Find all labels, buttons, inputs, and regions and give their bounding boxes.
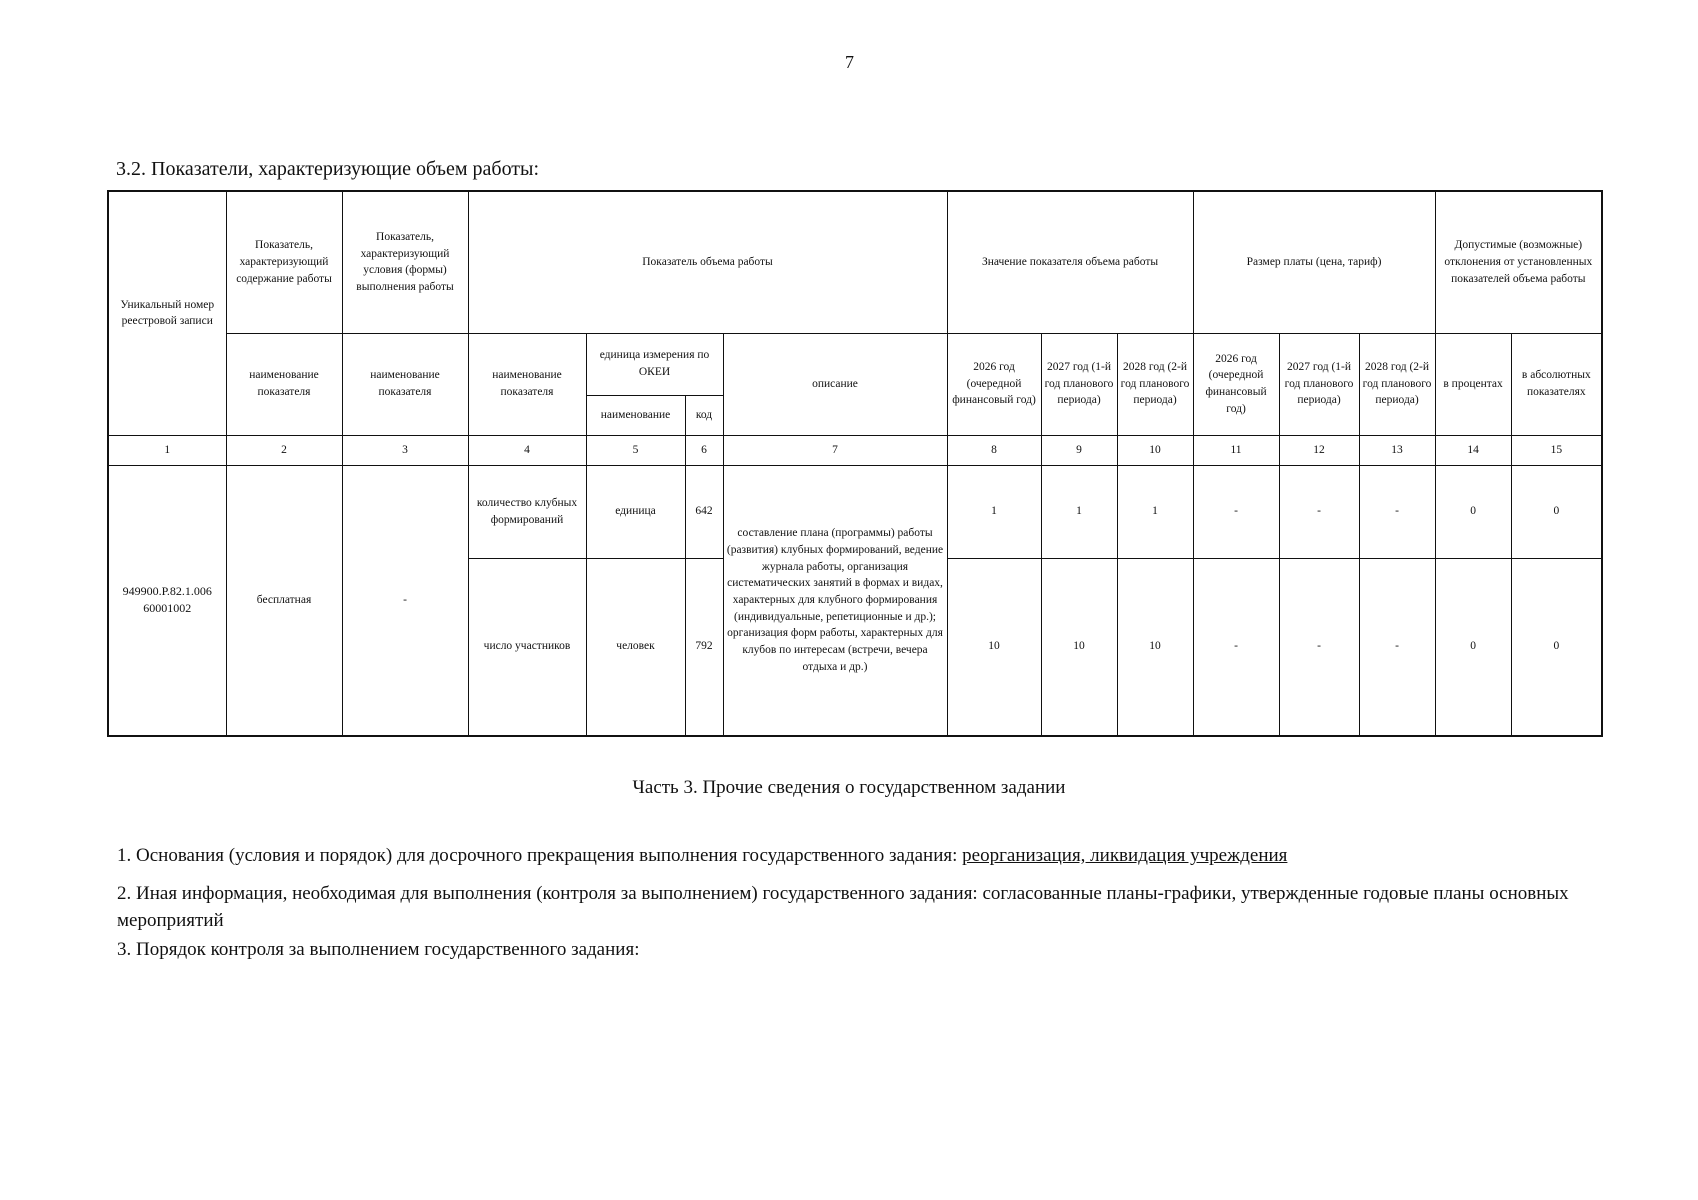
unit-code: 792	[685, 558, 723, 736]
header-year-2028: 2028 год (2-й год планового периода)	[1117, 333, 1193, 435]
payment-2028: -	[1359, 558, 1435, 736]
column-number: 4	[468, 435, 586, 465]
value-2026: 10	[947, 558, 1041, 736]
condition-value: -	[342, 465, 468, 736]
column-number: 11	[1193, 435, 1279, 465]
header-deviations: Допустимые (возможные) отклонения от установленных показателей объема работы	[1435, 191, 1602, 333]
column-number: 7	[723, 435, 947, 465]
column-number: 2	[226, 435, 342, 465]
unit-code: 642	[685, 465, 723, 558]
column-number: 1	[108, 435, 226, 465]
header-content-name: наименование показателя	[226, 333, 342, 435]
column-number: 12	[1279, 435, 1359, 465]
indicator-name: число участников	[468, 558, 586, 736]
payment-2028: -	[1359, 465, 1435, 558]
header-unique-number: Уникальный номер реестровой записи	[108, 191, 226, 435]
payment-2027: -	[1279, 558, 1359, 736]
work-volume-table	[107, 190, 1603, 737]
item-other-information: 2. Иная информация, необходимая для выполнения (контроля за выполнением) государственного задания: согласованные планы-графики, утвержденные годовые планы основных мероприятий	[117, 883, 1569, 931]
value-2026: 1	[947, 465, 1041, 558]
header-pay-2026: 2026 год (очередной финансовый год)	[1193, 333, 1279, 435]
header-volume-name: наименование показателя	[468, 333, 586, 435]
value-2027: 1	[1041, 465, 1117, 558]
column-number: 10	[1117, 435, 1193, 465]
payment-2027: -	[1279, 465, 1359, 558]
header-okei-unit: единица измерения по ОКЕИ	[586, 333, 723, 395]
deviation-absolute: 0	[1511, 558, 1602, 736]
payment-2026: -	[1193, 465, 1279, 558]
value-2027: 10	[1041, 558, 1117, 736]
section-title: 3.2. Показатели, характеризующие объем работы:	[116, 158, 540, 180]
header-absolute: в абсолютных показателях	[1511, 333, 1602, 435]
value-2028: 1	[1117, 465, 1193, 558]
header-condition-indicator: Показатель, характеризующий условия (формы) выполнения работы	[342, 191, 468, 333]
registry-number: 949900.Р.82.1.006 60001002	[108, 465, 226, 736]
work-description: составление плана (программы) работы (развития) клубных формирований, ведение журнала работы, организация систематических занятий в формах и видах, характерных для клубного формирования (индивидуальные, репетиционные и др.); организация форм работы, характерных для клубов по интересам (встречи, вечера отдыха и др.)	[723, 465, 947, 736]
header-year-2027: 2027 год (1-й год планового периода)	[1041, 333, 1117, 435]
header-description: описание	[723, 333, 947, 435]
header-pay-2028: 2028 год (2-й год планового периода)	[1359, 333, 1435, 435]
deviation-absolute: 0	[1511, 465, 1602, 558]
part-title: Часть 3. Прочие сведения о государственном задании	[632, 777, 1066, 798]
column-number: 15	[1511, 435, 1602, 465]
header-okei-code: код	[685, 395, 723, 435]
indicator-name: количество клубных формирований	[468, 465, 586, 558]
column-number: 3	[342, 435, 468, 465]
content-value: бесплатная	[226, 465, 342, 736]
column-number: 8	[947, 435, 1041, 465]
item-control-procedure: 3. Порядок контроля за выполнением государственного задания:	[117, 939, 640, 960]
unit-name: человек	[586, 558, 685, 736]
header-content-indicator: Показатель, характеризующий содержание работы	[226, 191, 342, 333]
header-year-2026: 2026 год (очередной финансовый год)	[947, 333, 1041, 435]
column-number: 6	[685, 435, 723, 465]
payment-2026: -	[1193, 558, 1279, 736]
column-number: 5	[586, 435, 685, 465]
item-early-termination-text: 1. Основания (условия и порядок) для досрочного прекращения выполнения государственного задания:	[117, 845, 963, 866]
value-2028: 10	[1117, 558, 1193, 736]
item-early-termination-value: реорганизация, ликвидация учреждения	[962, 845, 1288, 866]
deviation-percent: 0	[1435, 465, 1511, 558]
unit-name: единица	[586, 465, 685, 558]
header-condition-name: наименование показателя	[342, 333, 468, 435]
header-okei-name: наименование	[586, 395, 685, 435]
column-number: 14	[1435, 435, 1511, 465]
header-percent: в процентах	[1435, 333, 1511, 435]
header-payment-size: Размер платы (цена, тариф)	[1193, 191, 1435, 333]
column-number: 9	[1041, 435, 1117, 465]
item-early-termination	[117, 843, 1597, 870]
page-number: 7	[845, 52, 854, 72]
header-volume-value: Значение показателя объема работы	[947, 191, 1193, 333]
table-row	[108, 465, 1602, 558]
column-number: 13	[1359, 435, 1435, 465]
header-volume-indicator: Показатель объема работы	[468, 191, 947, 333]
deviation-percent: 0	[1435, 558, 1511, 736]
header-pay-2027: 2027 год (1-й год планового периода)	[1279, 333, 1359, 435]
